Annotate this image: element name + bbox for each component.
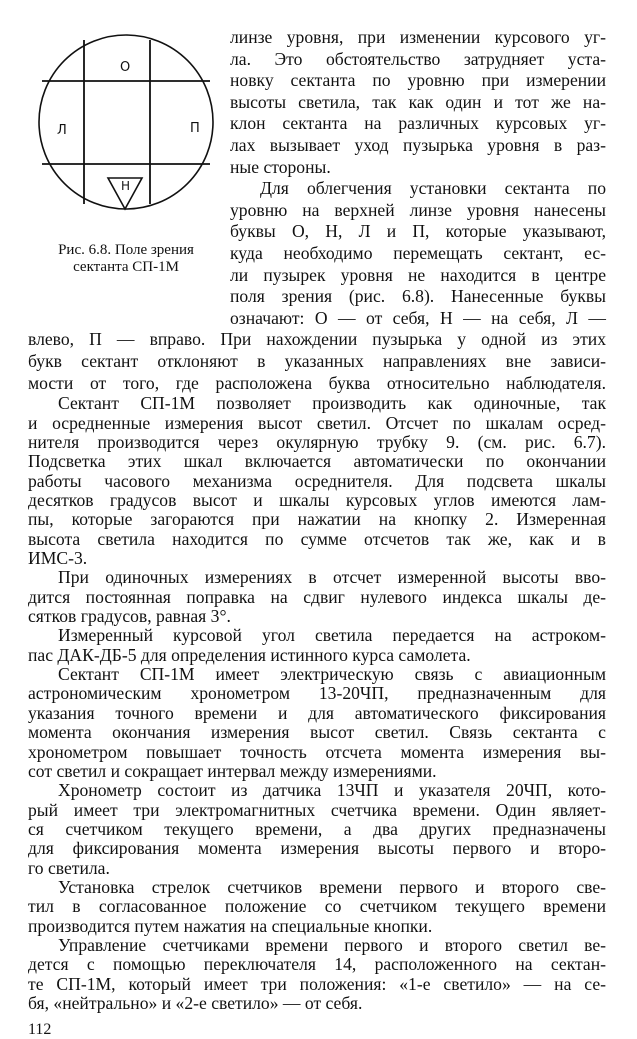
text-line: те СП-1М, который имеет три положения: «1-е светило» — на се- bbox=[28, 973, 606, 994]
text-line: буквы О, Н, Л и П, которые указывают, bbox=[230, 221, 606, 242]
text-line: Сектант СП-1М имеет электрическую связь с авиационным bbox=[58, 664, 606, 685]
text-line: пы, которые загораются при нажатии на кнопку 2. Измеренная bbox=[28, 509, 606, 530]
figure-letter-left: Л bbox=[57, 123, 67, 138]
text-line: тил в согласованное положение со счетчиком текущего времени bbox=[28, 896, 606, 917]
text-line: При одиночных измерениях в отсчет измеренной высоты вво- bbox=[58, 567, 606, 588]
text-line: рый имеет три электромагнитных счетчика времени. Один являет- bbox=[28, 799, 606, 820]
text-line: Сектант СП-1М позволяет производить как одиночные, так bbox=[58, 393, 606, 414]
text-line: влево, П — вправо. При нахождении пузырька у одной из этих bbox=[28, 329, 606, 350]
figure-6-8 bbox=[28, 6, 224, 282]
text-line: пас ДАК-ДБ-5 для определения истинного курса самолета. bbox=[28, 644, 471, 665]
text-line: дится постоянная поправка на сдвиг нулевого индекса шкалы де- bbox=[28, 586, 606, 607]
text-line: новку сектанта по уровню при измерении bbox=[230, 70, 606, 91]
figure-letter-bottom: Н bbox=[121, 179, 131, 193]
text-line: Управление счетчиками времени первого и второго светил ве- bbox=[58, 935, 606, 955]
text-line: дется с помощью переключателя 14, расположенного на сектан- bbox=[28, 954, 606, 975]
text-line: Установка стрелок счетчиков времени первого и второго све- bbox=[58, 876, 606, 897]
text-line: производится путем нажатия на специальные кнопки. bbox=[28, 915, 433, 936]
text-line: ИМС-3. bbox=[28, 548, 88, 568]
text-line: хронометром повышает точность отсчета момента измерения вы- bbox=[28, 741, 606, 762]
text-line: букв сектант отклоняют в указанных направлениях вне зависи- bbox=[28, 351, 606, 371]
caption-line-2: сектанта СП-1М bbox=[73, 259, 179, 275]
text-line: куда необходимо перемещать сектант, ес- bbox=[230, 243, 606, 263]
text-line: линзе уровня, при изменении курсового уг- bbox=[230, 27, 606, 47]
figure-letter-top: О bbox=[120, 60, 131, 75]
text-line: Измеренный курсовой угол светила передается на астроком- bbox=[58, 625, 606, 646]
figure-caption bbox=[28, 242, 224, 276]
text-line: и осредненные измерения высот светил. Отсчет по шкалам осред- bbox=[28, 412, 606, 433]
figure-letter-right: П bbox=[190, 121, 200, 136]
text-line: Для облегчения установки сектанта по bbox=[260, 178, 606, 199]
text-line: уровню на верхней линзе уровня нанесены bbox=[230, 199, 606, 220]
text-line: для фиксирования момента измерения высоты первого и второ- bbox=[28, 838, 606, 859]
text-line: ла. Это обстоятельство затрудняет уста- bbox=[230, 48, 606, 69]
text-line: Подсветка этих шкал включается автоматически по окончании bbox=[28, 451, 606, 472]
caption-line-1: Рис. 6.8. Поле зрения bbox=[58, 242, 194, 258]
text-line: десятков градусов высот и шкалы курсовых углов имеются лам- bbox=[28, 489, 606, 510]
text-line: Хронометр состоит из датчика 13ЧП и указателя 20ЧП, кото- bbox=[58, 780, 606, 801]
text-line: высота светила находится по сумме отсчетов так же, как и в bbox=[28, 528, 606, 549]
text-line: бя, «нейтрально» и «2-е светило» — от себя. bbox=[28, 993, 363, 1014]
text-line: поля зрения (рис. 6.8). Нанесенные буквы bbox=[230, 286, 606, 307]
text-line: ли пузырек уровня не находится в центре bbox=[230, 264, 606, 285]
text-line: момента окончания измерения высот светил. Связь сектанта с bbox=[28, 722, 606, 743]
text-line: указания точного времени и для автоматического фиксирования bbox=[28, 702, 606, 723]
text-line: сот светил и сокращает интервал между измерениями. bbox=[28, 760, 437, 781]
text-line: клон сектанта на различных курсовых уг- bbox=[230, 113, 606, 134]
page-number: 112 bbox=[28, 1021, 52, 1039]
text-line: астрономическим хронометром 13-20ЧП, предназначенным для bbox=[28, 683, 606, 704]
text-line: ные стороны. bbox=[230, 156, 331, 177]
text-line: работы часового механизма осреднителя. Для подсвета шкалы bbox=[28, 470, 606, 491]
text-line: ся счетчиком текущего времени, а два других предназначены bbox=[28, 818, 606, 839]
text-line: го светила. bbox=[28, 857, 110, 878]
text-line: лах вызывает уход пузырька уровня в раз- bbox=[230, 135, 606, 155]
text-line: высоты светила, так как один и тот же на- bbox=[230, 91, 606, 112]
text-line: нителя производится через окулярную трубку 9. (см. рис. 6.7). bbox=[28, 431, 606, 452]
text-line: сятков градусов, равная 3°. bbox=[28, 606, 231, 627]
text-line: мости от того, где расположена буква относительно наблюдателя. bbox=[28, 372, 606, 393]
text-line: означают: О — от себя, Н — на себя, Л — bbox=[230, 307, 606, 328]
